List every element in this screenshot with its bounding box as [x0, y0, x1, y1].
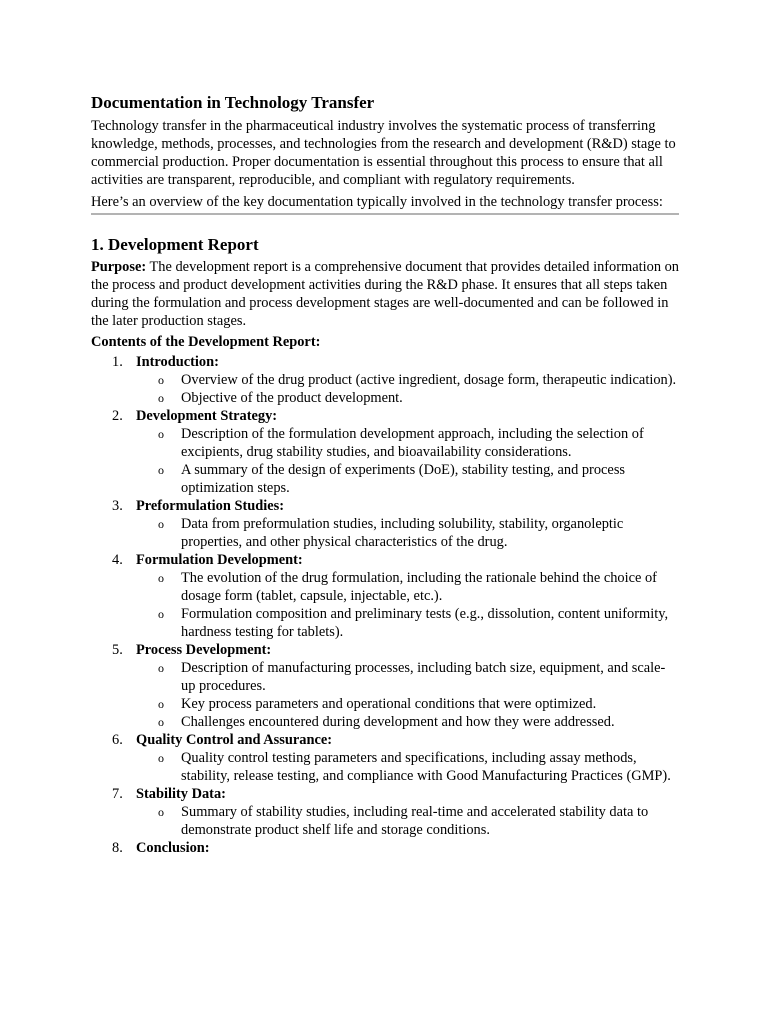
bullet-icon: o [158, 463, 164, 477]
document-title: Documentation in Technology Transfer [91, 93, 375, 112]
sub-list-text: The evolution of the drug formulation, including the rationale behind the choice of dosage form (tablet, capsule, injectable, etc.). [181, 570, 657, 604]
sub-list [136, 569, 679, 641]
sub-list [136, 803, 679, 839]
list-item-number: 1. [112, 354, 123, 370]
list-item-label: Development Strategy: [136, 408, 278, 424]
sub-list-text: Key process parameters and operational conditions that were optimized. [181, 696, 597, 712]
list-item-number: 5. [112, 642, 123, 658]
list-item-number: 3. [112, 498, 123, 514]
bullet-icon: o [158, 571, 164, 585]
sub-list-item [136, 389, 679, 407]
bullet-icon: o [158, 607, 164, 621]
list-item-number: 7. [112, 786, 123, 802]
sub-list-item [136, 803, 679, 839]
sub-list-text: Objective of the product development. [181, 390, 403, 406]
list-item-label: Formulation Development: [136, 552, 303, 568]
sub-list [136, 371, 679, 407]
purpose-label: Purpose: [91, 259, 147, 275]
sub-list-item [136, 695, 679, 713]
bullet-icon: o [158, 391, 164, 405]
bullet-icon: o [158, 697, 164, 711]
sub-list-text: Summary of stability studies, including real-time and accelerated stability data to demonstrate product shelf life and storage conditions. [181, 804, 649, 838]
list-item-label: Process Development: [136, 642, 272, 658]
sub-list-item [136, 713, 679, 731]
contents-heading: Contents of the Development Report: [91, 334, 321, 350]
purpose-paragraph [91, 258, 679, 330]
list-item-number: 4. [112, 552, 123, 568]
bullet-icon: o [158, 427, 164, 441]
contents-list [91, 353, 679, 857]
sub-list-item [136, 515, 679, 551]
sub-list [136, 749, 679, 785]
sub-list-text: Data from preformulation studies, including solubility, stability, organoleptic properties, and other physical characteristics of the drug. [181, 516, 624, 550]
sub-list [136, 515, 679, 551]
sub-list-item [136, 425, 679, 461]
list-item-label: Quality Control and Assurance: [136, 732, 333, 748]
list-item [91, 353, 679, 407]
sub-list [136, 425, 679, 497]
list-item-label: Preformulation Studies: [136, 498, 285, 514]
bullet-icon: o [158, 805, 164, 819]
sub-list-item [136, 605, 679, 641]
sub-list-item [136, 569, 679, 605]
bullet-icon: o [158, 715, 164, 729]
sub-list-text: Quality control testing parameters and specifications, including assay methods, stability, release testing, and compliance with Good Manufacturing Practices (GMP). [181, 750, 671, 784]
list-item-number: 8. [112, 840, 123, 856]
list-item-number: 2. [112, 408, 123, 424]
sub-list-item [136, 461, 679, 497]
list-item [91, 497, 679, 551]
overview-paragraph: Here’s an overview of the key documentation typically involved in the technology transfer process: [91, 194, 663, 210]
sub-list-item [136, 659, 679, 695]
bullet-icon: o [158, 751, 164, 765]
list-item-label: Introduction: [136, 354, 219, 370]
list-item [91, 551, 679, 641]
document-page [91, 92, 679, 857]
horizontal-divider [91, 213, 679, 215]
section-heading: 1. Development Report [91, 235, 259, 254]
sub-list-text: Description of the formulation development approach, including the selection of excipients, drug stability studies, and bioavailability considerations. [181, 426, 644, 460]
list-item-label: Stability Data: [136, 786, 226, 802]
sub-list-text: Formulation composition and preliminary tests (e.g., dissolution, content uniformity, hardness testing for tablets). [181, 606, 669, 640]
list-item [91, 731, 679, 785]
bullet-icon: o [158, 661, 164, 675]
list-item-label: Conclusion: [136, 840, 210, 856]
list-item [91, 785, 679, 839]
list-item [91, 407, 679, 497]
sub-list-text: Challenges encountered during development and how they were addressed. [181, 714, 615, 730]
purpose-text: The development report is a comprehensive document that provides detailed information on the process and product development activities during the R&D phase. It ensures that all steps taken during the formulation and process development stages are well-documented and can be followed in the later production stages. [91, 259, 680, 329]
sub-list-item [136, 371, 679, 389]
sub-list [136, 659, 679, 731]
intro-paragraph: Technology transfer in the pharmaceutical industry involves the systematic process of transferring knowledge, methods, processes, and technologies from the research and development (R&D) stage to commercial production. Proper documentation is essential throughout this process to ensure that all activities are transparent, reproducible, and compliant with regulatory requirements. [91, 118, 676, 188]
sub-list-item [136, 749, 679, 785]
bullet-icon: o [158, 517, 164, 531]
list-item [91, 641, 679, 731]
list-item [91, 839, 679, 857]
sub-list-text: Description of manufacturing processes, including batch size, equipment, and scale-up procedures. [181, 660, 666, 694]
list-item-number: 6. [112, 732, 123, 748]
bullet-icon: o [158, 373, 164, 387]
sub-list-text: Overview of the drug product (active ingredient, dosage form, therapeutic indication). [181, 372, 677, 388]
sub-list-text: A summary of the design of experiments (DoE), stability testing, and process optimization steps. [181, 462, 626, 496]
